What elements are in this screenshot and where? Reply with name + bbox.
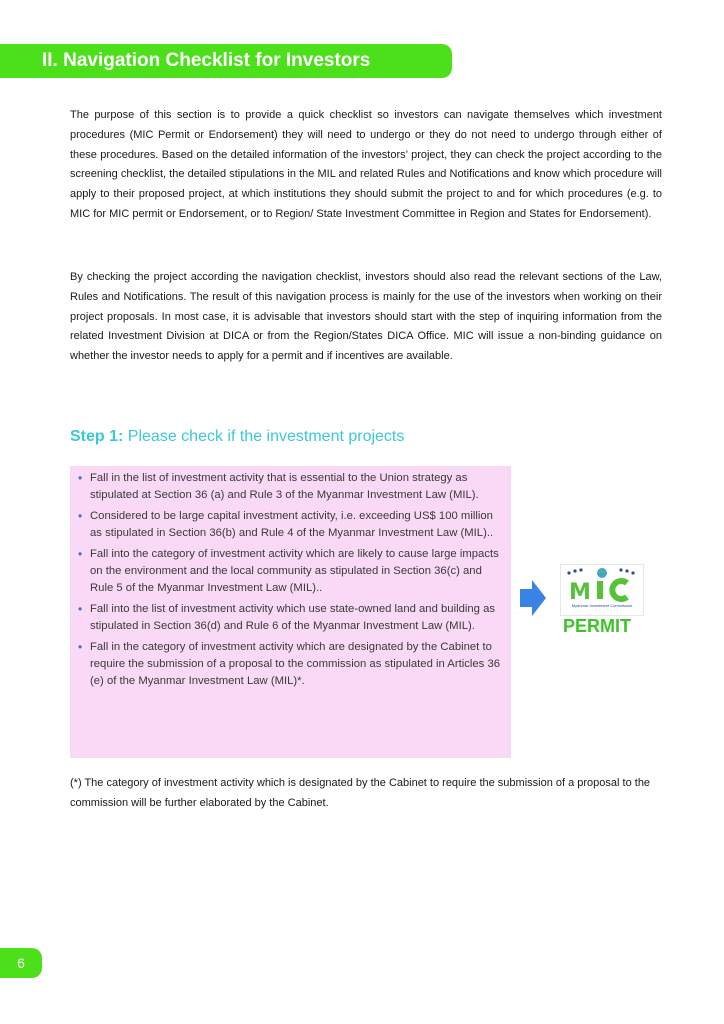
intro-paragraph-1: The purpose of this section is to provide a quick checklist so investors can navigate themselves which investment procedures (MIC Permit or Endorsement) they will need to undergo or they do not need to undergo through either of these procedures. Based on the detailed information of the investors’ project, they can check the project according to the screening checklist, the detailed stipulations in the MIL and related Rules and Notifications and know which procedure will apply to their proposed project, at which institutions they should submit the project to and for which procedures (e.g. to MIC for MIC permit or Endorsement, or to Region/ State Investment Committee in Region and States for Endorsement). — [70, 109, 662, 220]
mic-logo-caption: Myanmar Investment Commission — [571, 603, 633, 608]
arrow-right-icon — [518, 578, 548, 618]
section-header — [0, 44, 452, 78]
permit-label: PERMIT — [563, 616, 632, 636]
svg-text:M: M — [569, 580, 591, 603]
mic-logo — [560, 564, 644, 616]
checklist — [78, 470, 505, 690]
intro-paragraph-2: By checking the project according the navigation checklist, investors should also read the relevant sections of the Law, Rules and Notifications. The result of this navigation process is mainly for the use of the investors when working on their project proposals. In most case, it is advisable that investors should start with the step of inquiring information from the related Investment Division at DICA or from the Region/States DICA Office. MIC will issue a non-binding guidance on whether the investor needs to apply for a permit and if incentives are available. — [70, 271, 662, 363]
page-number: 6 — [0, 948, 42, 978]
footnote: (*) The category of investment activity which is designated by the Cabinet to require the submission of a proposal to the commission will be further elaborated by the Cabinet. — [70, 777, 651, 809]
checklist-item: • Fall in the category of investment activity which are designated by the Cabinet to require the submission of a proposal to the commission as stipulated in Articles 36 (e) of the Myanmar Investment Law (MIL)*. — [78, 639, 505, 690]
checklist-item: • Fall into the list of investment activity which use state-owned land and building as stipulated in Section 36(d) and Rule 6 of the Myanmar Investment Law (MIL). — [78, 601, 505, 635]
mic-emblem-icon — [561, 565, 643, 603]
checklist-box — [70, 466, 511, 758]
step-1-heading — [70, 428, 404, 446]
checklist-item: • Considered to be large capital investment activity, i.e. exceeding US$ 100 million as stipulated in Section 36(b) and Rule 4 of the Myanmar Investment Law (MIL).. — [78, 508, 505, 542]
checklist-item: • Fall into the category of investment activity which are likely to cause large impacts on the environment and the local community as stipulated in Section 36(c) and Rule 5 of the Myanmar Investment Law (MIL).. — [78, 546, 505, 597]
step-1-label: Step 1: — [70, 428, 124, 445]
step-1-text: Please check if the investment projects — [127, 428, 405, 445]
section-title: II. Navigation Checklist for Investors — [42, 50, 371, 71]
checklist-item: • Fall in the list of investment activity that is essential to the Union strategy as stipulated at Section 36 (a) and Rule 3 of the Myanmar Investment Law (MIL). — [78, 470, 505, 504]
